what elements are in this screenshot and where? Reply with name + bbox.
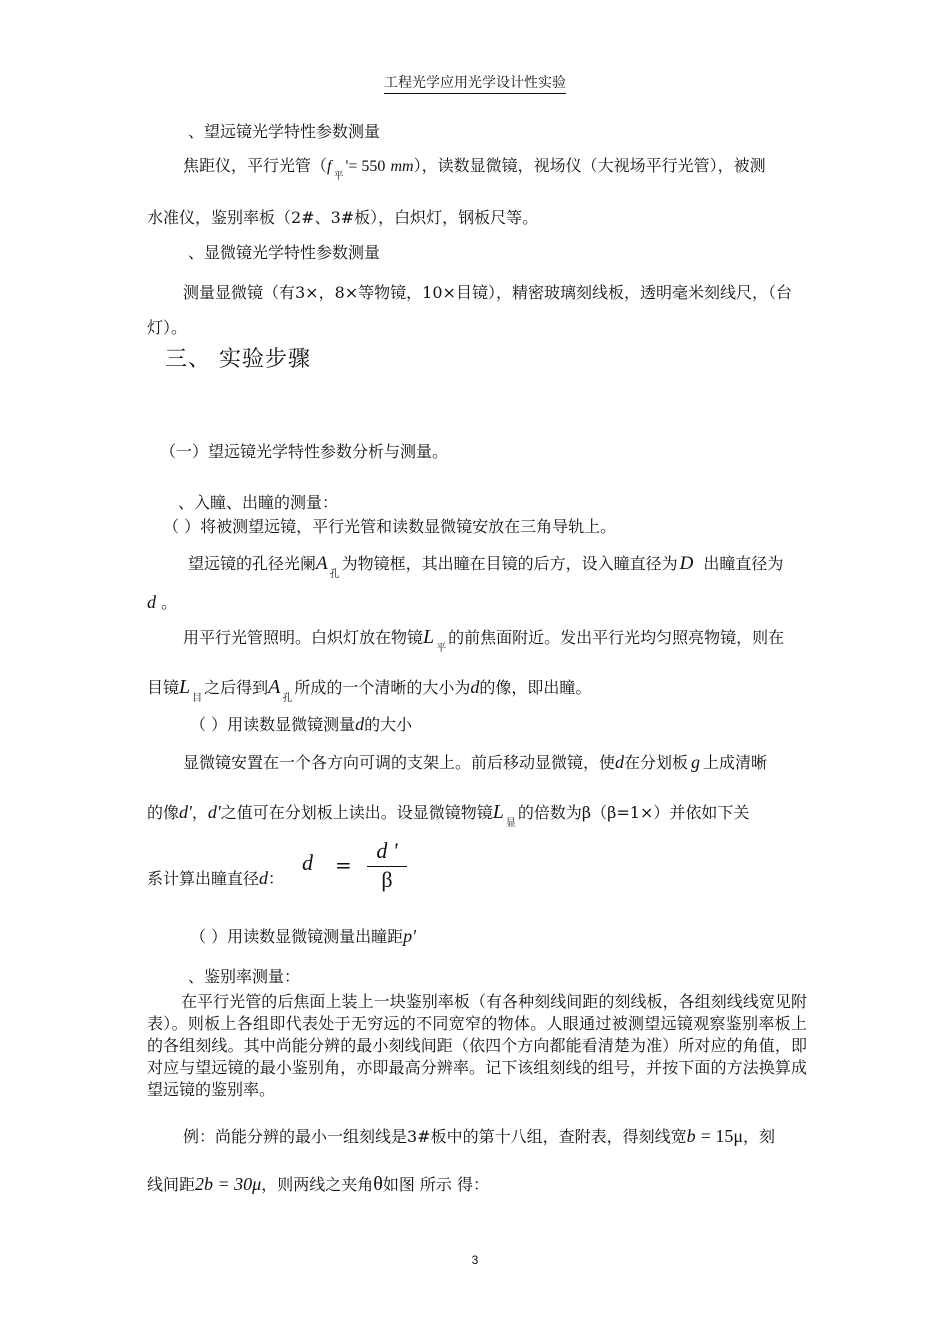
text-line: 线间距2b = 30μ，则两线之夹角θ如图 所示 得： bbox=[147, 1173, 489, 1195]
text-line: （ ）用读数显微镜测量出瞳距p' bbox=[190, 926, 416, 946]
page-number: 3 bbox=[471, 1253, 479, 1267]
subsection-telescope-equipment: 、望远镜光学特性参数测量 bbox=[188, 122, 381, 141]
text-line: 焦距仪，平行光管（$f_平'= 550$ mm），读数显微镜，视场仪（大视场平行光管），被测 bbox=[183, 156, 766, 182]
text-line: （ ）用读数显微镜测量d的大小 bbox=[190, 714, 413, 734]
text-line: （ ）将被测望远镜，平行光管和读数显微镜安放在三角导轨上。 bbox=[163, 517, 617, 536]
text-line: 用平行光管照明。白炽灯放在物镜$L_平$的前焦面附近。发出平行光均匀照亮物镜，则在 bbox=[183, 626, 785, 654]
subsection-microscope-equipment: 、显微镜光学特性参数测量 bbox=[188, 243, 381, 262]
equation-lhs: d bbox=[302, 850, 313, 875]
header-title: 工程光学应用光学设计性实验 bbox=[384, 75, 566, 94]
text-line: 灯）。 bbox=[147, 318, 188, 337]
fraction-denominator: β bbox=[381, 867, 393, 892]
text-line: 测量显微镜（有3×，8×等物镜，10×目镜），精密玻璃刻线板，透明毫米刻线尺，（台 bbox=[183, 283, 792, 302]
section-heading: 三、 实验步骤 bbox=[165, 347, 311, 372]
subsection-resolution: 、鉴别率测量： bbox=[188, 967, 301, 986]
text-line: 显微镜安置在一个各方向可调的支架上。前后移动显微镜，使d在分划板 g 上成清晰 bbox=[183, 752, 768, 772]
text-line: 目镜$L_目$之后得到$A_孔$所成的一个清晰的大小为d的像，即出瞳。 bbox=[147, 676, 592, 704]
text-line: 望远镜的孔径光阑$A_孔$为物镜框，其出瞳在目镜的后方，设入瞳直径为 D 出瞳直径为 bbox=[188, 553, 784, 580]
text-line: 水准仪，鉴别率板（2#、3#板），白炽灯，钢板尺等。 bbox=[147, 208, 539, 227]
equation-fraction bbox=[367, 838, 407, 893]
text-line: 、入瞳、出瞳的测量： bbox=[178, 493, 339, 512]
text-line: d 。 bbox=[147, 592, 178, 612]
running-header bbox=[0, 73, 950, 93]
text-line: 系计算出瞳直径d： bbox=[147, 868, 285, 888]
paragraph-resolution: 在平行光管的后焦面上装上一块鉴别率板（有各种刻线间距的刻线板，各组刻线线宽见附表）。则板上各组即代表处于无穷远的不同宽窄的物体。人眼通过被测望远镜观察鉴别率板上的各组刻线。其中尚能分辨的最小刻线间距（依四个方向都能看清楚为准）所对应的角值，即对应与望远镜的最小鉴别角，亦即最高分辨率。记下该组刻线的组号，并按下面的方法换算成望远镜的鉴别率。 bbox=[147, 992, 807, 1099]
equation-equals: = bbox=[335, 853, 352, 877]
text-line: 的像d'，d'之值可在分划板上读出。设显微镜物镜$L_显$的倍数为β（β=1×）并依如下关 bbox=[147, 801, 750, 829]
fraction-numerator: d ' bbox=[367, 838, 407, 867]
text-line: 例：尚能分辨的最小一组刻线是3#板中的第十八组，查附表，得刻线宽b = 15μ，刻 bbox=[183, 1126, 776, 1146]
subsection-heading: （一）望远镜光学特性参数分析与测量。 bbox=[160, 442, 449, 461]
